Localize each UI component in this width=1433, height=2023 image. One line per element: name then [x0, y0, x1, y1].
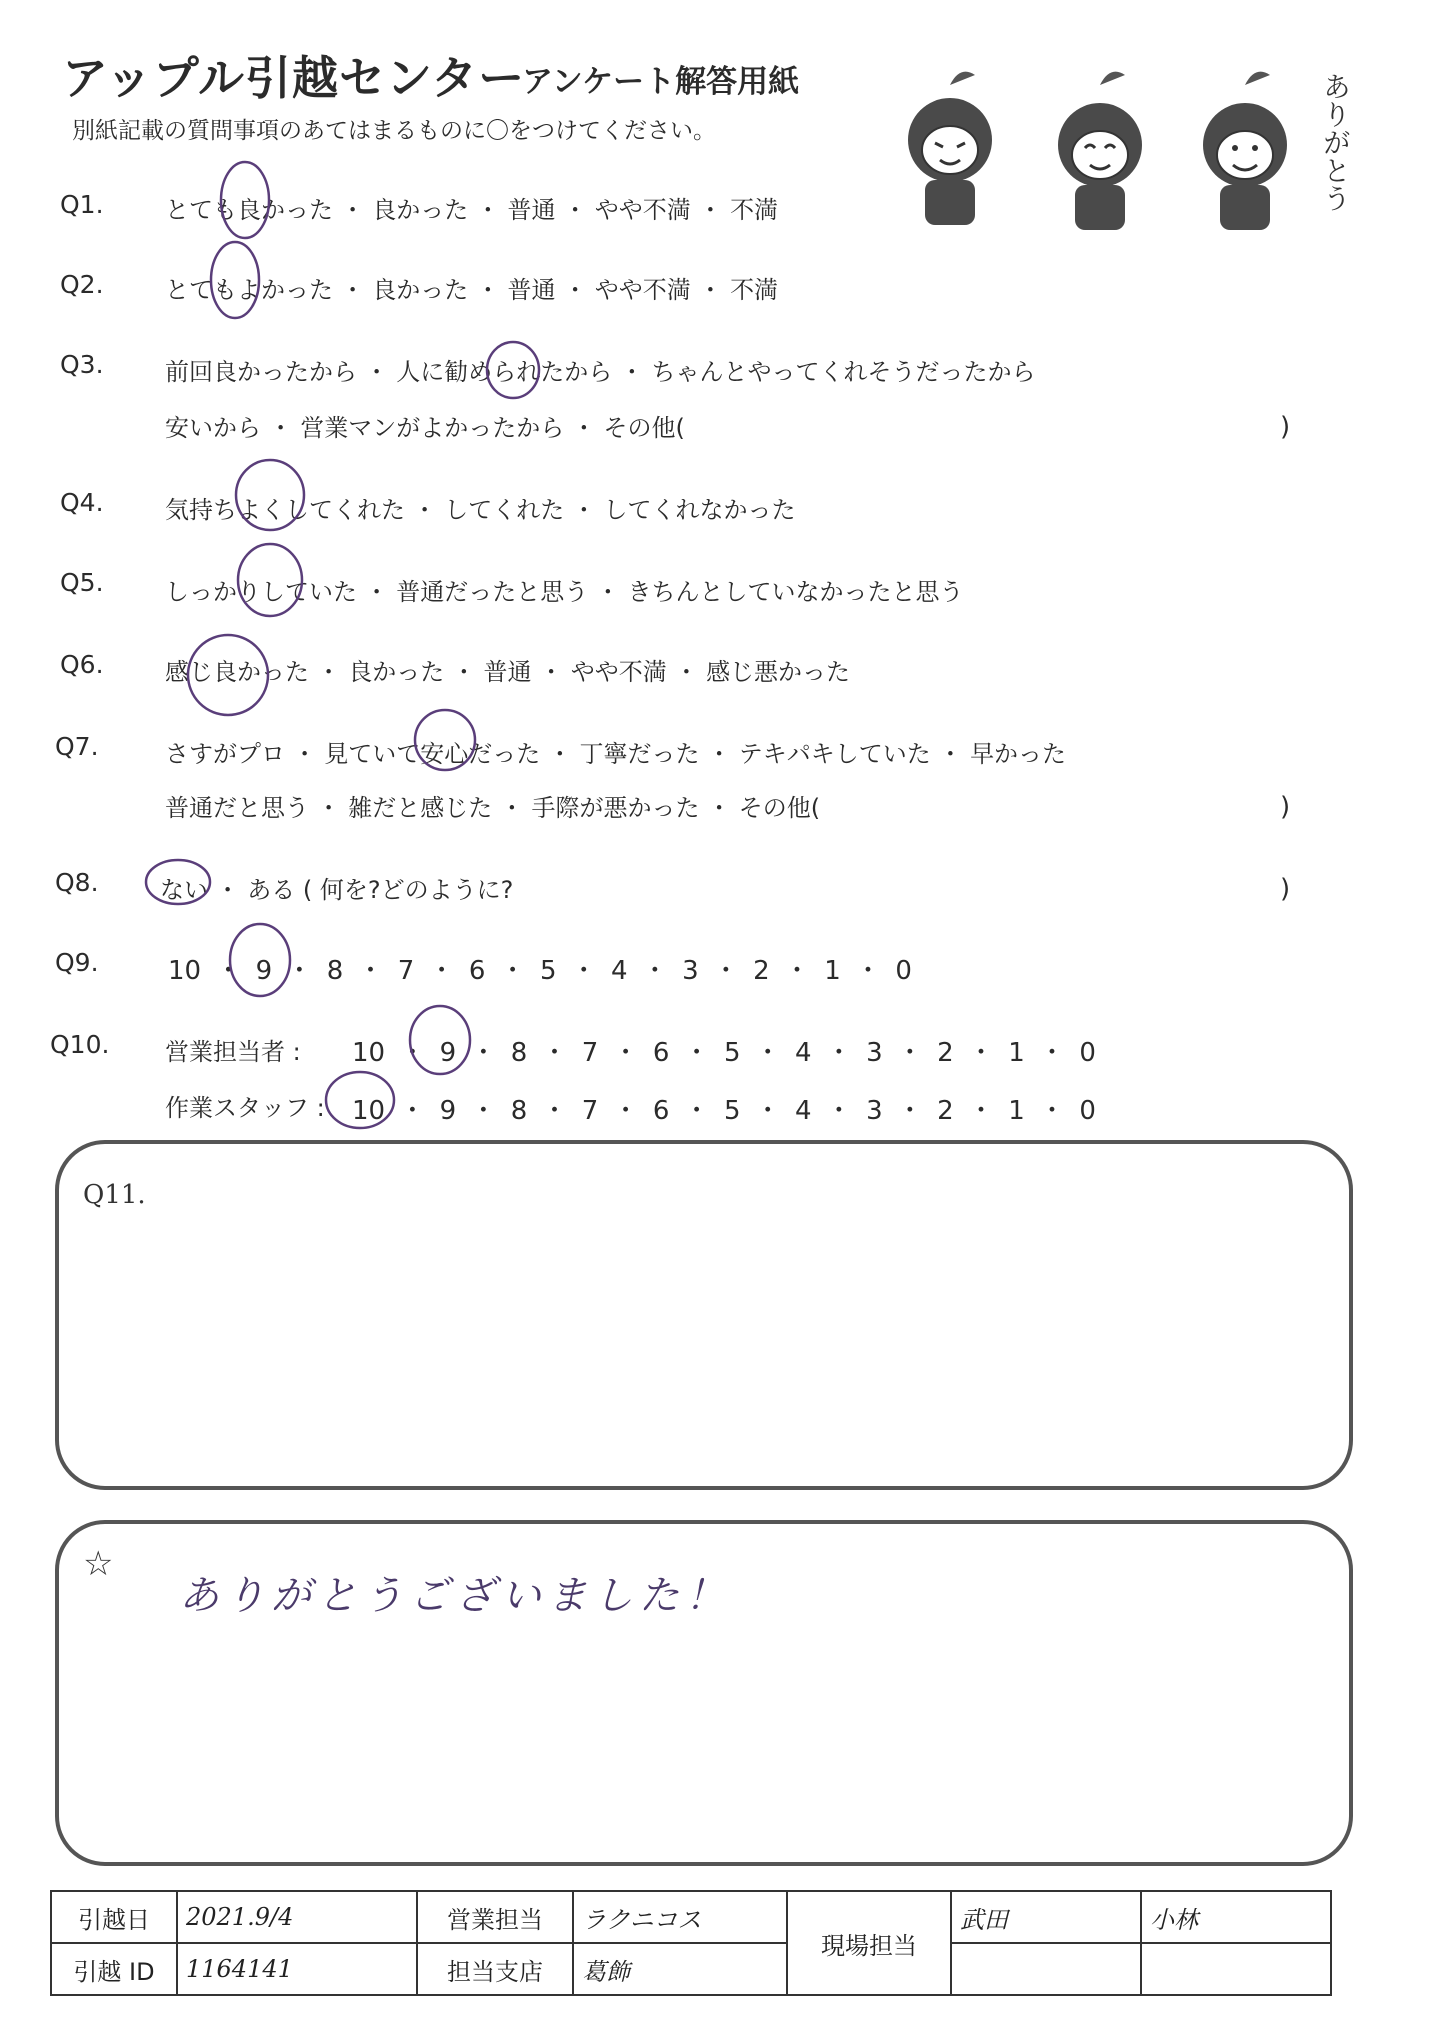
- q10-staff-score-9[interactable]: 9: [439, 1096, 457, 1126]
- q7-option-6[interactable]: 普通だと思う: [165, 794, 309, 822]
- q10-sales-score-0[interactable]: 0: [1079, 1038, 1096, 1068]
- q10-staff-score-6[interactable]: 6: [652, 1096, 670, 1126]
- q8-answer-circle: [146, 860, 210, 904]
- q10-staff-score-4[interactable]: 4: [795, 1096, 812, 1126]
- q1-number: Q1.: [60, 190, 104, 219]
- q7-option-9[interactable]: その他(: [738, 794, 821, 822]
- q10-sales-score-9[interactable]: 9: [439, 1038, 457, 1068]
- q6-answer-circle: [188, 635, 268, 715]
- q6-options: 感じ良かった ・ 良かった ・ 普通 ・ やや不満 ・ 感じ悪かった: [165, 658, 851, 686]
- q8-options: ない ・ ある ( 何を?どのように?: [160, 876, 514, 904]
- q6-number: Q6.: [60, 650, 104, 679]
- comment-box[interactable]: [55, 1520, 1353, 1866]
- q3-number: Q3.: [60, 350, 104, 379]
- q9-score-4[interactable]: 4: [611, 956, 628, 986]
- q7-options-line1: さすがプロ ・ 見ていて安心だった ・ 丁寧だった ・ テキパキしていた ・ 早かった: [165, 740, 1067, 768]
- site-rep-value-2[interactable]: 小林: [1141, 1891, 1331, 1943]
- q3-option-1[interactable]: 前回良かったから: [165, 358, 357, 386]
- q9-score-6[interactable]: 6: [468, 956, 486, 986]
- q10-staff-score-10[interactable]: 10: [352, 1096, 386, 1126]
- mascot-caption: ありがとう: [1319, 72, 1352, 212]
- q7-options-line2: 普通だと思う ・ 雑だと感じた ・ 手際が悪かった ・ その他(: [165, 794, 821, 822]
- q7-close-paren: ): [1280, 792, 1291, 822]
- q9-score-0[interactable]: 0: [895, 956, 912, 986]
- footer-table: [50, 1890, 1332, 1996]
- q5-options: しっかりしていた ・ 普通だったと思う ・ きちんとしていなかったと思う: [165, 578, 964, 606]
- site-rep-empty-1[interactable]: [951, 1943, 1141, 1995]
- q2-option-5[interactable]: 不満: [730, 276, 779, 304]
- q11-label: Q11.: [83, 1180, 146, 1210]
- q9-score-2[interactable]: 2: [753, 956, 770, 986]
- q10-staff-score-8[interactable]: 8: [510, 1096, 528, 1126]
- q6-option-4[interactable]: やや不満: [570, 658, 667, 686]
- q9-score-3[interactable]: 3: [682, 956, 699, 986]
- q3-option-5[interactable]: 営業マンがよかったから: [300, 414, 565, 442]
- instructions: 別紙記載の質問事項のあてはまるものに〇をつけてください。: [72, 118, 716, 144]
- q8-option-2[interactable]: ある ( 何を?どのように?: [247, 876, 514, 904]
- sales-rep-label: 営業担当: [417, 1891, 573, 1943]
- q5-option-2[interactable]: 普通だったと思う: [396, 578, 589, 606]
- q1-option-1[interactable]: とても良かった: [165, 196, 333, 224]
- q6-option-5[interactable]: 感じ悪かった: [706, 658, 851, 686]
- q6-option-2[interactable]: 良かった: [348, 658, 445, 686]
- q9-score-8[interactable]: 8: [326, 956, 344, 986]
- q11-box[interactable]: [55, 1140, 1353, 1490]
- q1-option-4[interactable]: やや不満: [594, 196, 691, 224]
- q3-option-3[interactable]: ちゃんとやってくれそうだったから: [651, 358, 1036, 386]
- q10-sales-score-8[interactable]: 8: [510, 1038, 528, 1068]
- q7-option-5[interactable]: 早かった: [970, 740, 1067, 768]
- q5-option-1[interactable]: しっかりしていた: [165, 578, 357, 606]
- q5-answer-circle: [238, 544, 302, 616]
- q4-answer-circle: [236, 460, 304, 530]
- sales-rep-value[interactable]: ラクニコス: [573, 1891, 787, 1943]
- q9-answer-circle: [230, 924, 290, 996]
- q10-staff-answer-circle: [326, 1072, 394, 1128]
- q9-score-1[interactable]: 1: [824, 956, 841, 986]
- q9-score-7[interactable]: 7: [397, 956, 415, 986]
- branch-label: 担当支店: [417, 1943, 573, 1995]
- q9-number: Q9.: [55, 948, 99, 977]
- q2-option-4[interactable]: やや不満: [594, 276, 691, 304]
- q3-option-2[interactable]: 人に勧められたから: [396, 358, 613, 386]
- q10-sales-score-4[interactable]: 4: [795, 1038, 812, 1068]
- q9-score-5[interactable]: 5: [539, 956, 557, 986]
- q3-close-paren: ): [1280, 412, 1291, 442]
- q10-sales-answer-circle: [410, 1006, 470, 1074]
- q3-option-4[interactable]: 安いから: [165, 414, 261, 442]
- comment-star-icon: ☆: [83, 1544, 114, 1584]
- move-date-label: 引越日: [51, 1891, 177, 1943]
- q10-staff-scale: 10 ・ 9 ・ 8 ・ 7 ・ 6 ・ 5 ・ 4 ・ 3 ・ 2 ・ 1 ・ 0: [352, 1096, 1096, 1126]
- q2-options: とてもよかった ・ 良かった ・ 普通 ・ やや不満 ・ 不満: [165, 276, 779, 304]
- q7-answer-circle: [415, 710, 475, 770]
- move-date-value[interactable]: 2021.9/4: [177, 1891, 417, 1943]
- q7-option-4[interactable]: テキパキしていた: [738, 740, 931, 768]
- q8-number: Q8.: [55, 868, 99, 897]
- q10-number: Q10.: [50, 1030, 110, 1059]
- q10-sales-label: 営業担当者 :: [165, 1038, 301, 1066]
- q7-option-2[interactable]: 見ていて安心だった: [324, 740, 541, 768]
- q1-options: とても良かった ・ 良かった ・ 普通 ・ やや不満 ・ 不満: [165, 196, 779, 224]
- page-title: アップル引越センター: [62, 51, 526, 105]
- q9-scale: 10 ・ 9 ・ 8 ・ 7 ・ 6 ・ 5 ・ 4 ・ 3 ・ 2 ・ 1 ・ 0: [168, 956, 912, 986]
- q9-score-10[interactable]: 10: [168, 956, 202, 986]
- q2-answer-circle: [211, 242, 259, 318]
- q10-sales-score-2[interactable]: 2: [937, 1038, 954, 1068]
- q4-number: Q4.: [60, 488, 104, 517]
- q7-number: Q7.: [55, 732, 99, 761]
- site-rep-value-1[interactable]: 武田: [951, 1891, 1141, 1943]
- q6-option-3[interactable]: 普通: [483, 658, 532, 686]
- q10-sales-score-3[interactable]: 3: [866, 1038, 883, 1068]
- q10-sales-score-10[interactable]: 10: [352, 1038, 386, 1068]
- page-subtitle: アンケート解答用紙: [522, 64, 800, 100]
- q10-sales-scale: 10 ・ 9 ・ 8 ・ 7 ・ 6 ・ 5 ・ 4 ・ 3 ・ 2 ・ 1 ・ 0: [352, 1038, 1096, 1068]
- q3-options-line1: 前回良かったから ・ 人に勧められたから ・ ちゃんとやってくれそうだったから: [165, 358, 1036, 386]
- q10-staff-score-5[interactable]: 5: [723, 1096, 741, 1126]
- q2-option-2[interactable]: 良かった: [372, 276, 469, 304]
- site-rep-empty-2[interactable]: [1141, 1943, 1331, 1995]
- q8-close-paren: ): [1280, 874, 1291, 904]
- q10-sales-score-7[interactable]: 7: [581, 1038, 599, 1068]
- q3-option-6[interactable]: その他(: [603, 414, 685, 442]
- q1-option-3[interactable]: 普通: [507, 196, 556, 224]
- q1-option-2[interactable]: 良かった: [372, 196, 469, 224]
- q10-staff-score-0[interactable]: 0: [1079, 1096, 1096, 1126]
- q2-number: Q2.: [60, 270, 104, 299]
- q1-option-5[interactable]: 不満: [730, 196, 779, 224]
- q7-option-8[interactable]: 手際が悪かった: [531, 794, 700, 822]
- q2-option-3[interactable]: 普通: [507, 276, 556, 304]
- q10-staff-label: 作業スタッフ :: [165, 1094, 325, 1122]
- q1-answer-circle: [221, 162, 269, 238]
- comment-text: ありがとうございました！: [179, 1573, 731, 1619]
- q7-option-1[interactable]: さすがプロ: [165, 740, 285, 768]
- q2-option-1[interactable]: とてもよかった: [165, 276, 333, 304]
- q10-staff-score-1[interactable]: 1: [1008, 1096, 1025, 1126]
- q4-options: 気持ちよくしてくれた ・ してくれた ・ してくれなかった: [165, 496, 796, 524]
- q10-sales-score-1[interactable]: 1: [1008, 1038, 1025, 1068]
- site-rep-label: 現場担当: [787, 1891, 951, 1995]
- q7-option-7[interactable]: 雑だと感じた: [348, 794, 493, 822]
- move-id-value[interactable]: 1164141: [177, 1943, 417, 1995]
- q3-options-line2: 安いから ・ 営業マンがよかったから ・ その他(: [165, 414, 685, 442]
- move-id-label: 引越 ID: [51, 1943, 177, 1995]
- q3-answer-circle: [487, 342, 539, 398]
- branch-value[interactable]: 葛飾: [573, 1943, 787, 1995]
- q4-option-3[interactable]: してくれなかった: [603, 496, 796, 524]
- q5-number: Q5.: [60, 568, 104, 597]
- q10-staff-score-7[interactable]: 7: [581, 1096, 599, 1126]
- q4-option-2[interactable]: してくれた: [444, 496, 565, 524]
- q10-staff-score-2[interactable]: 2: [937, 1096, 954, 1126]
- q6-option-1[interactable]: 感じ良かった: [165, 658, 309, 686]
- q10-staff-score-3[interactable]: 3: [866, 1096, 883, 1126]
- q10-sales-score-6[interactable]: 6: [652, 1038, 670, 1068]
- q4-option-1[interactable]: 気持ちよくしてくれた: [165, 496, 405, 524]
- q8-option-1[interactable]: ない: [160, 876, 208, 904]
- q9-score-9[interactable]: 9: [255, 956, 273, 986]
- q7-option-3[interactable]: 丁寧だった: [579, 740, 700, 768]
- q5-option-3[interactable]: きちんとしていなかったと思う: [627, 578, 964, 606]
- q10-sales-score-5[interactable]: 5: [723, 1038, 741, 1068]
